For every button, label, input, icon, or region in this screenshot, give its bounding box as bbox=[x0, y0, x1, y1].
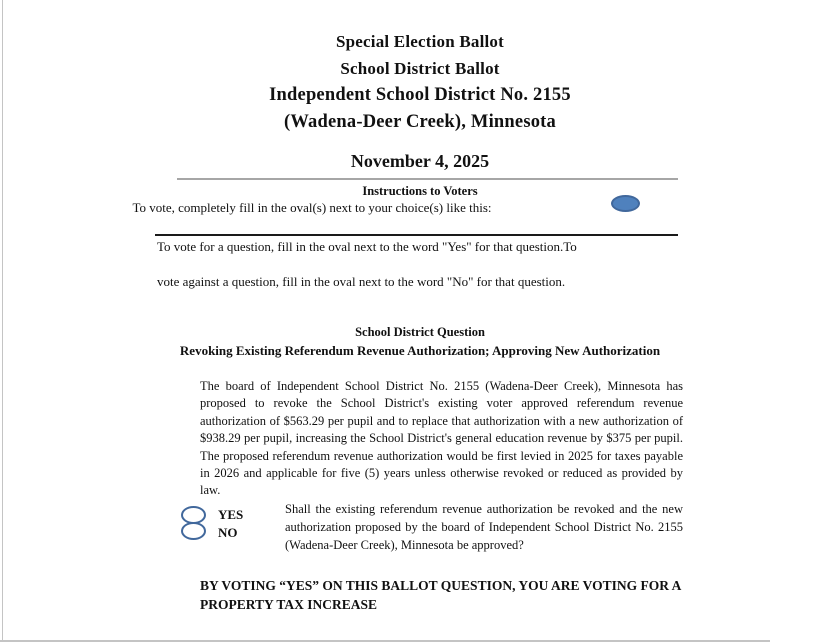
filled-oval-example-icon bbox=[611, 195, 640, 212]
date-divider bbox=[177, 178, 678, 180]
ballot-question-text: Shall the existing referendum revenue authorization be revoked and the new authorization proposed by the board of Independent School District No. 2155 (Wadena-Deer Creek), Minnesota be approved? bbox=[285, 502, 683, 552]
district-name: Independent School District No. 2155 bbox=[269, 85, 571, 105]
tax-increase-warning: BY VOTING “YES” ON THIS BALLOT QUESTION, YOU ARE VOTING FOR A PROPERTY TAX INCREASE bbox=[200, 578, 681, 612]
no-label: NO bbox=[218, 525, 238, 540]
question-subtitle: Revoking Existing Referendum Revenue Authorization; Approving New Authorization bbox=[179, 343, 661, 358]
question-section-title: School District Question bbox=[355, 325, 485, 339]
ballot-header bbox=[0, 28, 840, 136]
no-oval[interactable] bbox=[181, 522, 206, 540]
vote-against-instruction: vote against a question, fill in the oval next to the word "No" for that question. bbox=[157, 274, 566, 289]
ballot-title-line1: Special Election Ballot bbox=[336, 32, 504, 51]
page-edge-bottom bbox=[0, 640, 770, 642]
question-body-text: The board of Independent School District No. 2155 (Wadena-Deer Creek), Minnesota has proposed to revoke the School District's existing voter approved referendum revenue authorization of $563.29 per pupil and to replace that authorization with a new authorization of $938.29 per pupil, increasing the School District's general education revenue by $375 per pupil. The proposed referendum revenue authorization would be first levied in 2025 for taxes payable in 2026 and applicable for five (5) years unless otherwise revoked or reduced as provided by law. bbox=[200, 379, 683, 498]
election-date: November 4, 2025 bbox=[350, 151, 490, 171]
yes-label: YES bbox=[218, 507, 244, 522]
ballot-title-line2: School District Ballot bbox=[340, 59, 500, 78]
instructions-title: Instructions to Voters bbox=[362, 184, 478, 198]
instructions-fill-line: To vote, completely fill in the oval(s) next to your choice(s) like this: bbox=[132, 200, 492, 215]
vote-for-instruction: To vote for a question, fill in the oval next to the word "Yes" for that question.To bbox=[157, 239, 577, 254]
instructions-divider bbox=[155, 234, 678, 236]
district-location: (Wadena-Deer Creek), Minnesota bbox=[284, 112, 556, 132]
